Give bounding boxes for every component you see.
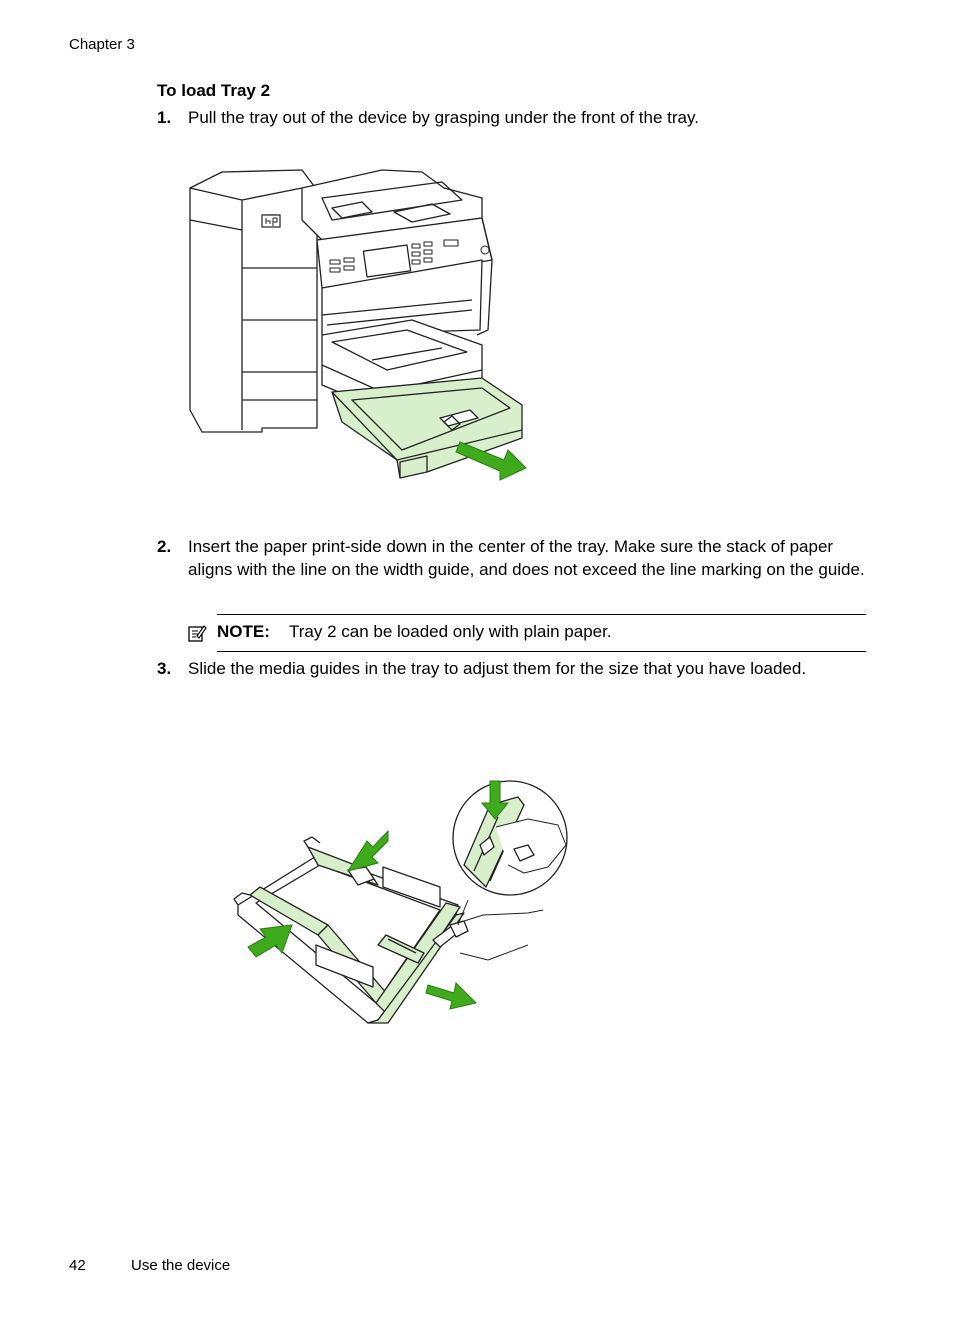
note-box bbox=[217, 614, 866, 652]
step-text: Insert the paper print-side down in the center of the tray. Make sure the stack of paper aligns with the line on the width guide, and does not exceed the line marking on the guide. bbox=[188, 537, 865, 579]
step-1 bbox=[157, 107, 867, 130]
step-2 bbox=[157, 536, 867, 581]
step-number: 1. bbox=[157, 108, 172, 127]
chapter-label: Chapter 3 bbox=[69, 36, 135, 53]
footer-section-title: Use the device bbox=[131, 1257, 231, 1274]
hp-logo-icon bbox=[262, 215, 280, 227]
printer-tray-figure bbox=[182, 160, 532, 485]
step-number: 2. bbox=[157, 537, 172, 556]
note-text: Tray 2 can be loaded only with plain paper. bbox=[289, 622, 612, 641]
note-label: NOTE: bbox=[217, 622, 270, 641]
page-number: 42 bbox=[69, 1257, 86, 1274]
step-3 bbox=[157, 658, 867, 681]
step-text: Slide the media guides in the tray to adjust them for the size that you have loaded. bbox=[188, 659, 807, 678]
media-guides-figure bbox=[228, 775, 573, 1030]
note-pencil-icon bbox=[187, 623, 207, 643]
step-number: 3. bbox=[157, 659, 172, 678]
step-text: Pull the tray out of the device by grasping under the front of the tray. bbox=[188, 108, 699, 127]
procedure-heading: To load Tray 2 bbox=[157, 81, 271, 100]
